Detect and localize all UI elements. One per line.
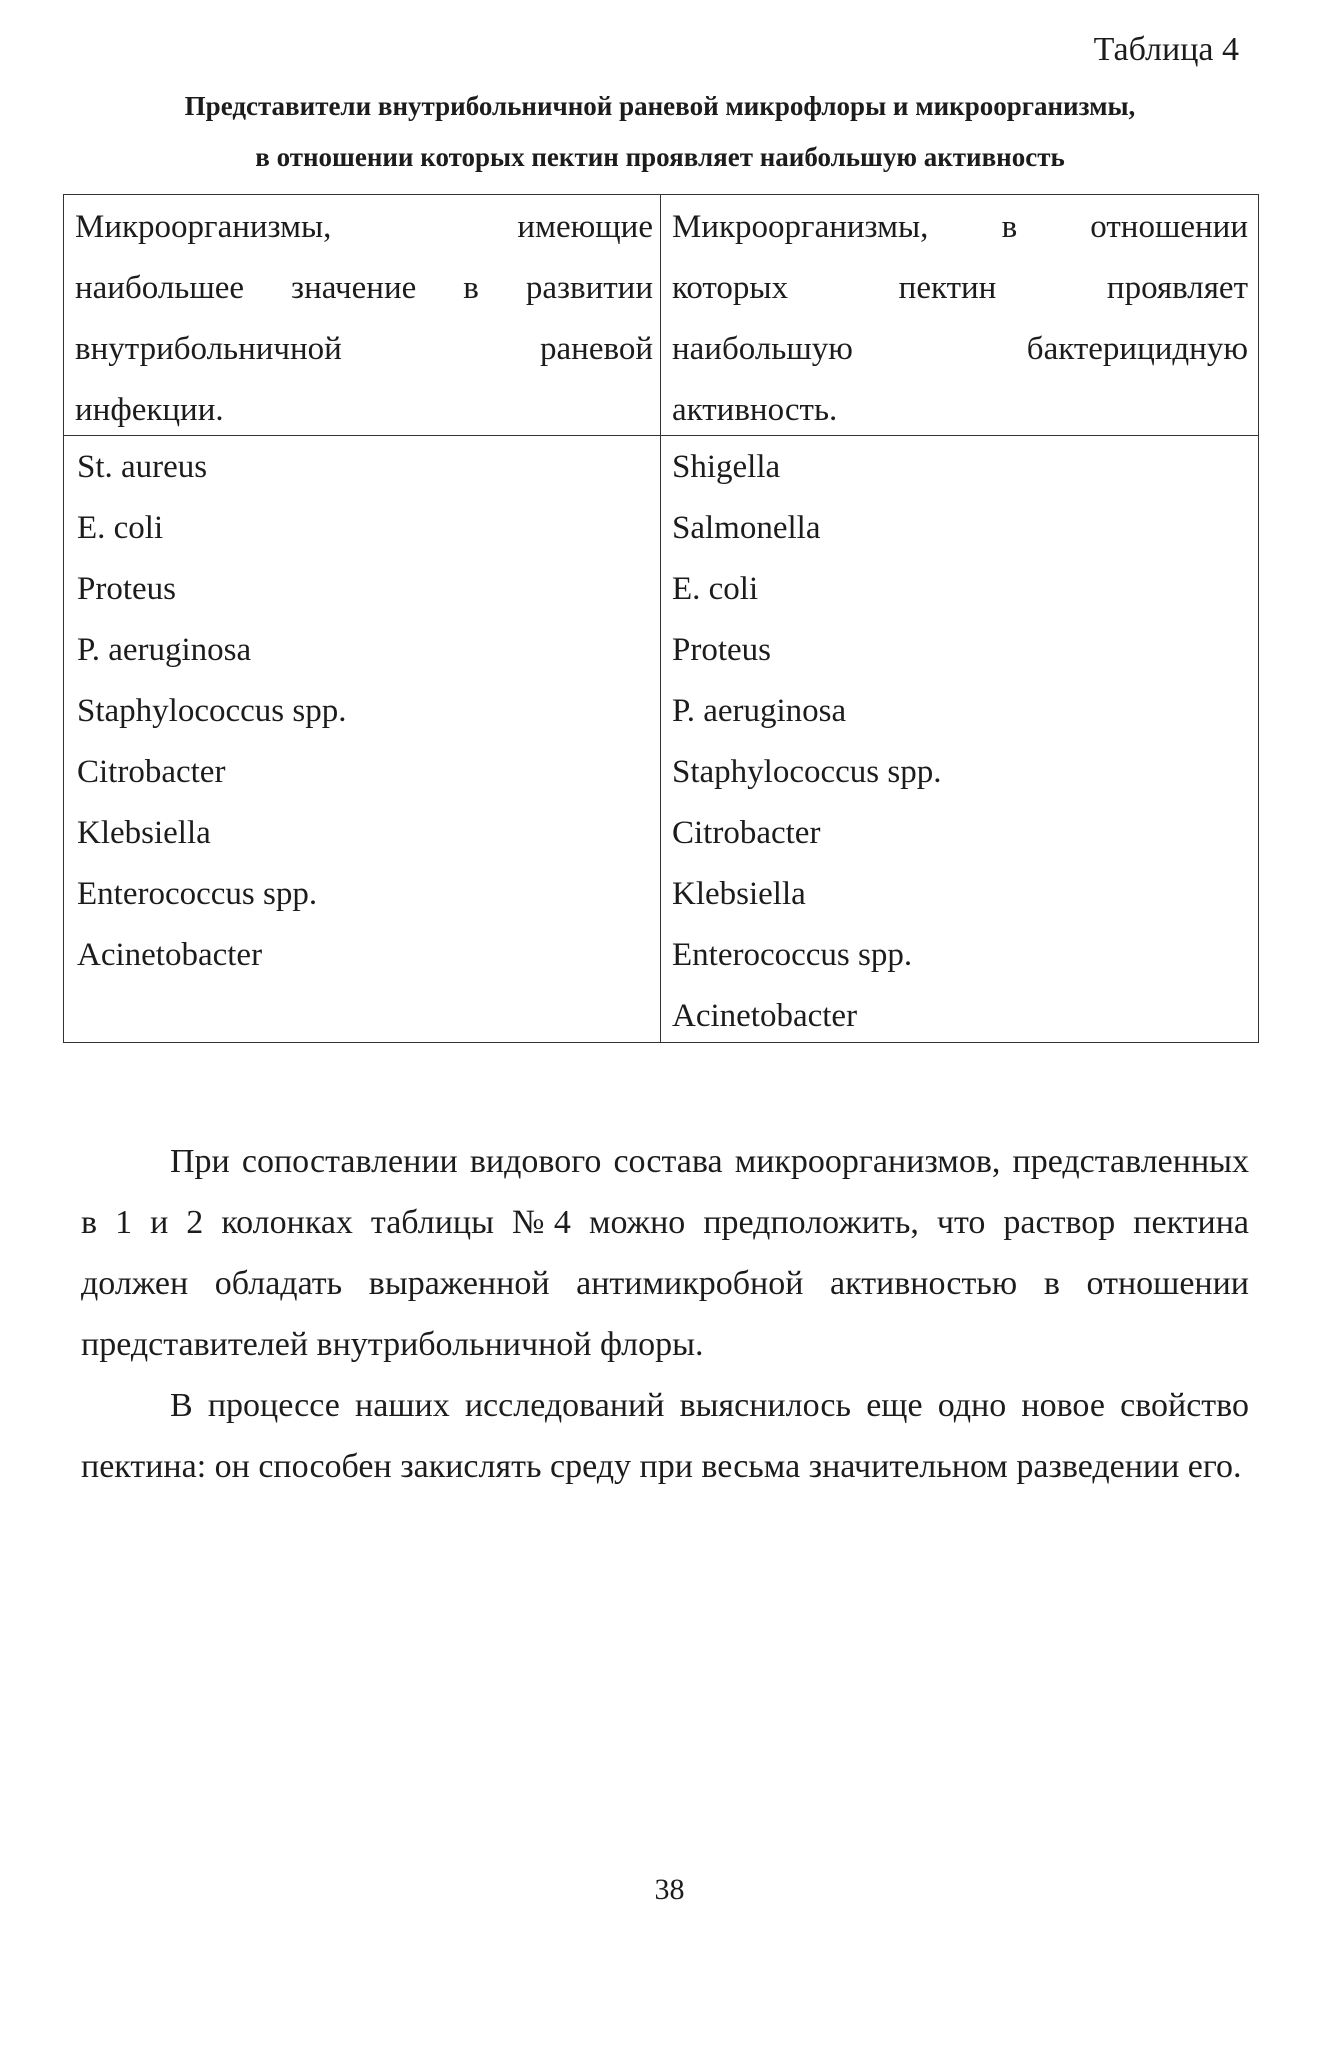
list-item: P. aeruginosa: [672, 693, 847, 729]
table-column-divider: [660, 195, 661, 1042]
list-item: Staphylococcus spp.: [672, 754, 942, 790]
page-number: 38: [654, 1873, 685, 1906]
list-item: P. aeruginosa: [77, 632, 252, 668]
header-line: внутрибольничной раневой: [75, 331, 653, 367]
list-item: E. coli: [77, 510, 164, 546]
header-line: Микроорганизмы, имеющие: [75, 209, 653, 245]
table-header-column-2: [672, 197, 1248, 441]
list-item: Enterococcus spp.: [672, 937, 913, 973]
table-header-column-1: [75, 197, 653, 441]
list-item: Proteus: [672, 632, 771, 668]
list-item: Klebsiella: [77, 815, 211, 851]
table-column-1-list: [77, 437, 346, 986]
list-item: Salmonella: [672, 510, 821, 546]
list-item: Citrobacter: [672, 815, 821, 851]
list-item: Staphylococcus spp.: [77, 693, 347, 729]
header-line: активность.: [672, 392, 838, 428]
header-line: инфекции.: [75, 392, 224, 428]
header-line: Микроорганизмы, в отношении: [672, 209, 1248, 245]
list-item: Shigella: [672, 449, 781, 485]
table-caption-line-1: Представители внутрибольничной раневой микрофлоры и микроорганизмы,: [184, 91, 1136, 121]
header-line: наибольшую бактерицидную: [672, 331, 1248, 367]
list-item: Proteus: [77, 571, 176, 607]
list-item: Citrobacter: [77, 754, 226, 790]
list-item: St. aureus: [77, 449, 208, 485]
list-item: Acinetobacter: [672, 998, 858, 1034]
list-item: Acinetobacter: [77, 937, 263, 973]
body-paragraph: При сопоставлении видового состава микроорганизмов, представленных в 1 и 2 колонках таблицы №4 можно предположить, что раствор пектина должен обладать выраженной антимикробной активностью в отношении представителей внутрибольничной флоры.: [81, 1143, 1249, 1363]
table-column-2-list: [672, 437, 941, 1047]
list-item: E. coli: [672, 571, 759, 607]
header-line: которых пектин проявляет: [672, 270, 1248, 306]
header-line: наибольшее значение в развитии: [75, 270, 653, 306]
list-item: Klebsiella: [672, 876, 806, 912]
microorganisms-table: [63, 194, 1259, 1043]
table-caption-line-2: в отношении которых пектин проявляет наибольшую активность: [255, 142, 1065, 172]
list-item: Enterococcus spp.: [77, 876, 318, 912]
table-number-label: Таблица 4: [1093, 31, 1239, 68]
body-paragraph: В процессе наших исследований выяснилось еще одно новое свойство пектина: он способен закислять среду при весьма значительном разведении его.: [81, 1387, 1249, 1485]
